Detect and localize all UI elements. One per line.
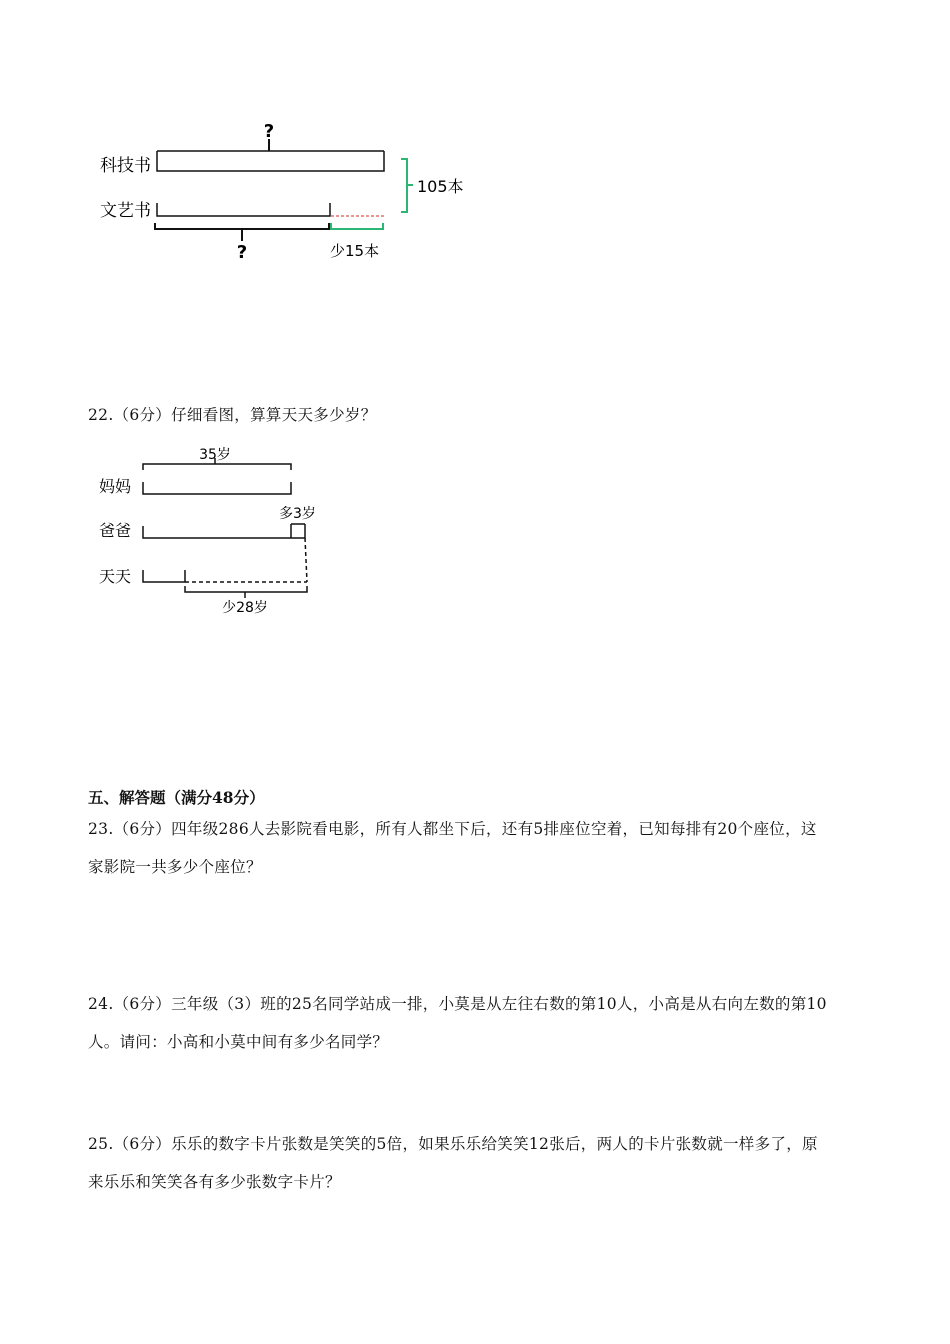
total-books-label: 105本 [417, 177, 464, 196]
question-25-line1: 25.（6分）乐乐的数字卡片张数是笑笑的5倍，如果乐乐给笑笑12张后，两人的卡片张数就一样多了，原 [88, 1135, 818, 1153]
mom-age-label: 35岁 [199, 447, 231, 463]
question-24-line1: 24.（6分）三年级（3）班的25名同学站成一排，小莫是从左往右数的第10人，小高是从右向左数的第10 [88, 995, 827, 1013]
art-books-label: 文艺书 [100, 201, 151, 221]
tiantian-less-brace [185, 586, 307, 598]
question-25 [88, 1125, 868, 1201]
tiantian-less-label: 少28岁 [222, 600, 268, 616]
mom-bar [143, 482, 291, 494]
science-books-bar [157, 151, 384, 171]
question-24 [88, 985, 868, 1061]
science-books-label: 科技书 [100, 156, 151, 176]
tiantian-bar [143, 570, 185, 582]
dad-bar [143, 524, 305, 538]
age-segment-diagram [95, 440, 335, 620]
difference-label: 少15本 [330, 242, 380, 260]
question-23-line1: 23.（6分）四年级286人去影院看电影，所有人都坐下后，还有5排座位空着，已知每排有20个座位，这 [88, 820, 817, 838]
total-brace [401, 159, 413, 212]
question-23 [88, 810, 868, 886]
book-segment-diagram [95, 115, 475, 265]
mom-label: 妈妈 [99, 477, 132, 496]
art-books-brace [155, 223, 329, 241]
dad-label: 爸爸 [99, 521, 132, 540]
sci-question-mark: ? [263, 121, 275, 142]
tiantian-label: 天天 [99, 567, 132, 586]
dad-more-label: 多3岁 [279, 506, 316, 522]
art-question-mark: ? [236, 242, 248, 263]
question-24-line2: 人。请问：小高和小莫中间有多少名同学？ [88, 1033, 389, 1051]
question-23-line2: 家影院一共多少个座位？ [88, 858, 262, 876]
question-22 [88, 396, 868, 434]
question-22-text: 22.（6分）仔细看图，算算天天多少岁？ [88, 406, 377, 424]
question-25-line2: 来乐乐和笑笑各有多少张数字卡片？ [88, 1173, 341, 1191]
difference-brace [331, 223, 383, 229]
art-books-bar [157, 203, 330, 216]
section-5-title: 五、解答题（满分48分） [88, 788, 265, 807]
